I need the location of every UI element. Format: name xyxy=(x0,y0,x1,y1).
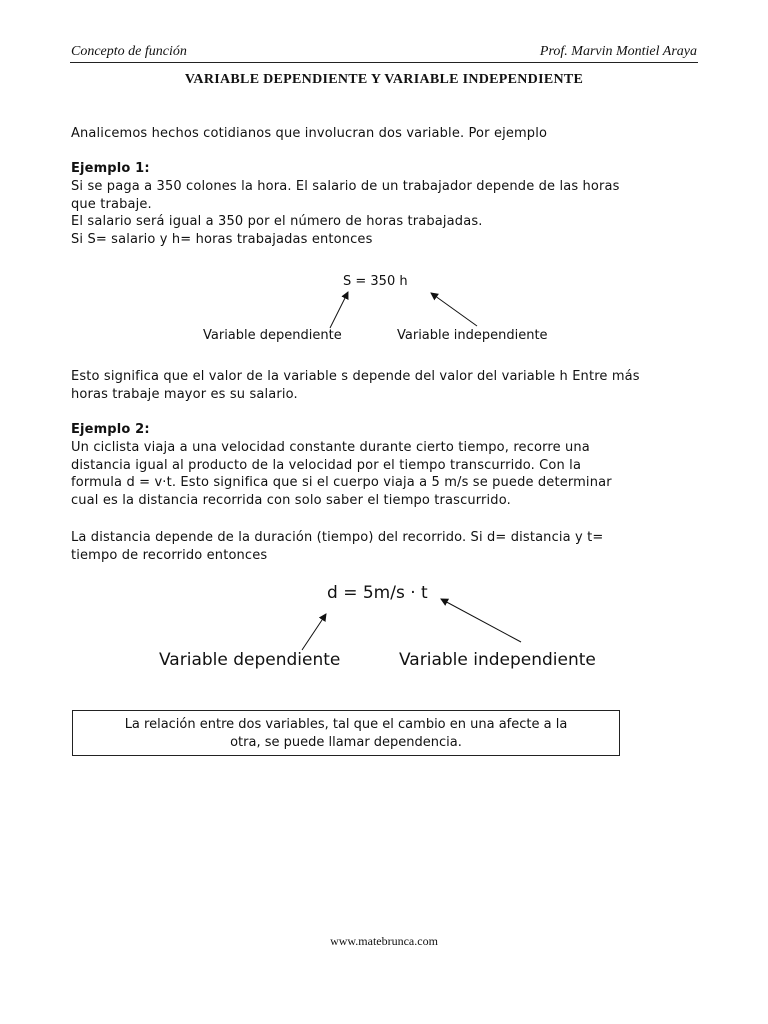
example1-explanation-line2: horas trabaje mayor es su salario. xyxy=(71,386,298,402)
example2-arrow-independent xyxy=(441,599,521,642)
example1-label-independent: Variable independiente xyxy=(397,328,548,343)
definition-line2: otra, se puede llamar dependencia. xyxy=(230,735,462,750)
footer-link[interactable]: www.matebrunca.com xyxy=(330,934,438,948)
example2-para2-line1: La distancia depende de la duración (tiempo) del recorrido. Si d= distancia y t= xyxy=(71,530,604,545)
example2-heading: Ejemplo 2: xyxy=(71,422,150,437)
definition-text xyxy=(72,716,620,752)
example1-line2: que trabaje. xyxy=(71,196,152,212)
example2-label-dependent: Variable dependiente xyxy=(159,650,341,670)
example1-line4: Si S= salario y h= horas trabajadas entonces xyxy=(71,231,373,247)
page-title: VARIABLE DEPENDIENTE Y VARIABLE INDEPENDIENTE xyxy=(184,72,584,87)
example1-explanation-line1: Esto significa que el valor de la variable s depende del valor del variable h Entre más xyxy=(71,369,640,384)
example2-arrow-dependent xyxy=(302,614,326,650)
example1-equation: S = 350 h xyxy=(343,274,408,289)
example1-line3: El salario será igual a 350 por el número de horas trabajadas. xyxy=(71,214,483,229)
example1-label-dependent: Variable dependiente xyxy=(203,328,342,343)
example2-line1: Un ciclista viaja a una velocidad constante durante cierto tiempo, recorre una xyxy=(71,440,590,455)
example1-arrow-independent xyxy=(431,293,477,326)
example2-line2: distancia igual al producto de la velocidad por el tiempo transcurrido. Con la xyxy=(71,457,582,473)
example2-para2-line2: tiempo de recorrido entonces xyxy=(71,547,268,563)
example1-arrow-dependent xyxy=(330,292,348,328)
example1-heading: Ejemplo 1: xyxy=(71,161,150,176)
example2-label-independent: Variable independiente xyxy=(399,650,596,670)
header-left: Concepto de función xyxy=(71,44,187,59)
example2-line4: cual es la distancia recorrida con solo saber el tiempo trascurrido. xyxy=(71,492,511,508)
example2-equation: d = 5m/s · t xyxy=(327,583,428,603)
definition-line1: La relación entre dos variables, tal que el cambio en una afecte a la xyxy=(124,717,568,732)
example1-line1: Si se paga a 350 colones la hora. El salario de un trabajador depende de las horas xyxy=(71,179,620,194)
example2-line3: formula d = v·t. Esto significa que si el cuerpo viaja a 5 m/s se puede determinar xyxy=(71,475,612,490)
header-right: Prof. Marvin Montiel Araya xyxy=(539,44,697,59)
intro-text: Analicemos hechos cotidianos que involucran dos variable. Por ejemplo xyxy=(71,126,548,141)
